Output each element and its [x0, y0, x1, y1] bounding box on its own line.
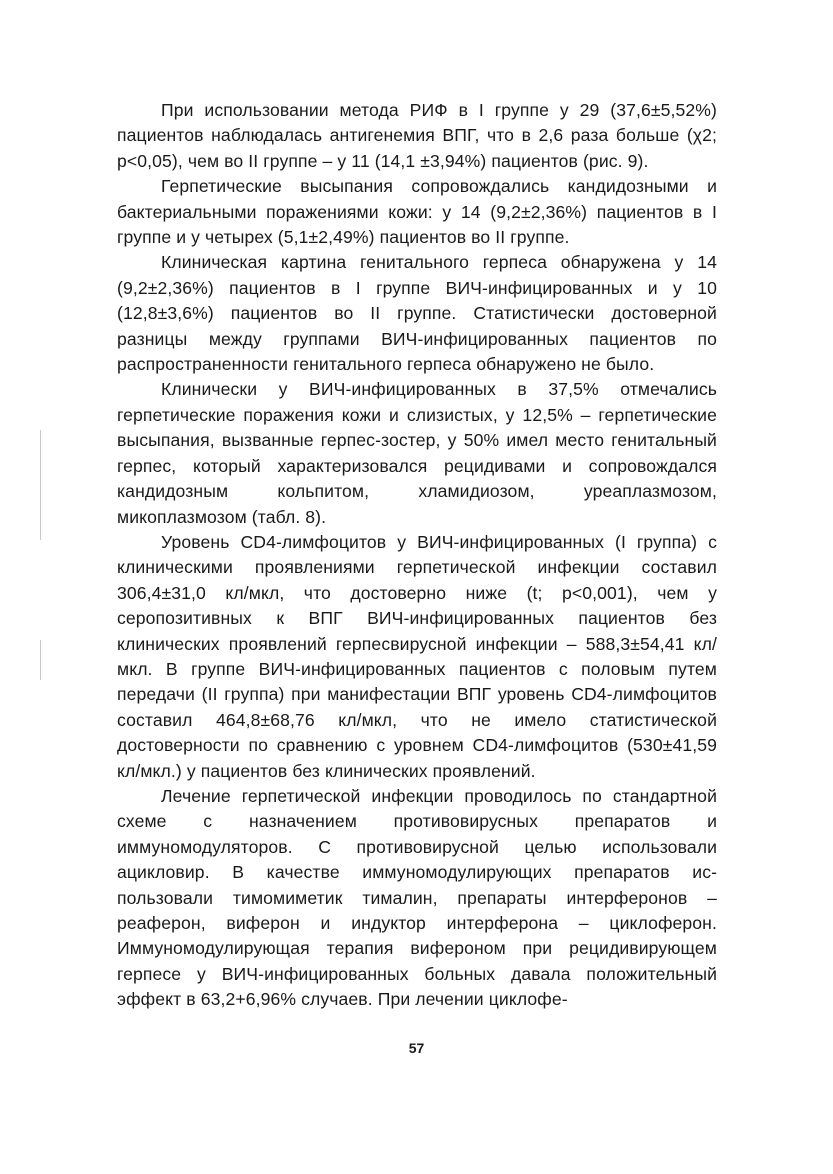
paragraph: Клинически у ВИЧ-инфицированных в 37,5% отмечались герпетические поражения кожи и слизистых, у 12,5% – герпетические высыпания, вызванные герпес-зостер, у 50% имел место генитальный герпес, который характеризовался рецидивами и сопровождался кандидозным кольпитом, хламидиозом, уреаплазмозом, микоплазмозом (табл. 8).: [117, 379, 717, 527]
paragraph: При использовании метода РИФ в I группе у 29 (37,6±5,52%) пациентов наблюдалась антигенемия ВПГ, что в 2,6 раза больше (χ2; р<0,05), чем во II группе – у 11 (14,1 ±3,94%) пациентов (рис. 9).: [117, 100, 717, 171]
margin-scan-mark: [40, 640, 41, 680]
paragraph: Герпетические высыпания сопровождались кандидозными и бактериальными поражениями кожи: у 14 (9,2±2,36%) пациентов в I группе и у четырех (5,1±2,49%) пациентов во II группе.: [117, 176, 717, 248]
paragraph: Клиническая картина генитального герпеса обнаружена у 14 (9,2±2,36%) пациентов в I группе ВИЧ-инфицированных и у 10 (12,8±3,6%) пациентов во II группе. Статистически достоверной разницы между группами ВИЧ-инфицированных пациентов по распространенности генитального герпеса обнаружено не было.: [117, 252, 717, 375]
body-text: [117, 98, 717, 1013]
page-number: 57: [408, 1040, 425, 1056]
paragraph: Уровень CD4-лимфоцитов у ВИЧ-инфицированных (I группа) с клиническими проявлениями герпетической инфекции составил 306,4±31,0 кл/мкл, что достоверно ниже (t; р<0,001), чем у серопозитивных к ВПГ ВИЧ-инфицированных пациентов без клинических проявлений герпесвирусной инфекции – 588,3±54,41 кл/мкл. В группе ВИЧ-инфицированных пациентов с половым путем передачи (II группа) при манифестации ВПГ уровень CD4-лимфоцитов составил 464,8±68,76 кл/мкл, что не имело статистической достоверности по сравнению с уровнем CD4-лимфоцитов (530±41,59 кл/мкл.) у пациентов без клинических проявлений.: [117, 531, 717, 781]
paragraph: Лечение герпетической инфекции проводилось по стандартной схеме с назначением противовирусных препаратов и иммуномодуляторов. С противовирусной целью использовали ацикловир. В качестве иммуномодулирующих препаратов использовали тимомиметик тималин, препараты интерферонов – реаферон, виферон и индуктор интерферона – циклоферон. Иммуномодулирующая терапия вифероном при рецидивирующем герпесе у ВИЧ-инфицированных больных давала положительный эффект в 63,2+6,96% случаев. При лечении циклофе-: [117, 785, 717, 1010]
margin-scan-mark: [40, 430, 41, 540]
